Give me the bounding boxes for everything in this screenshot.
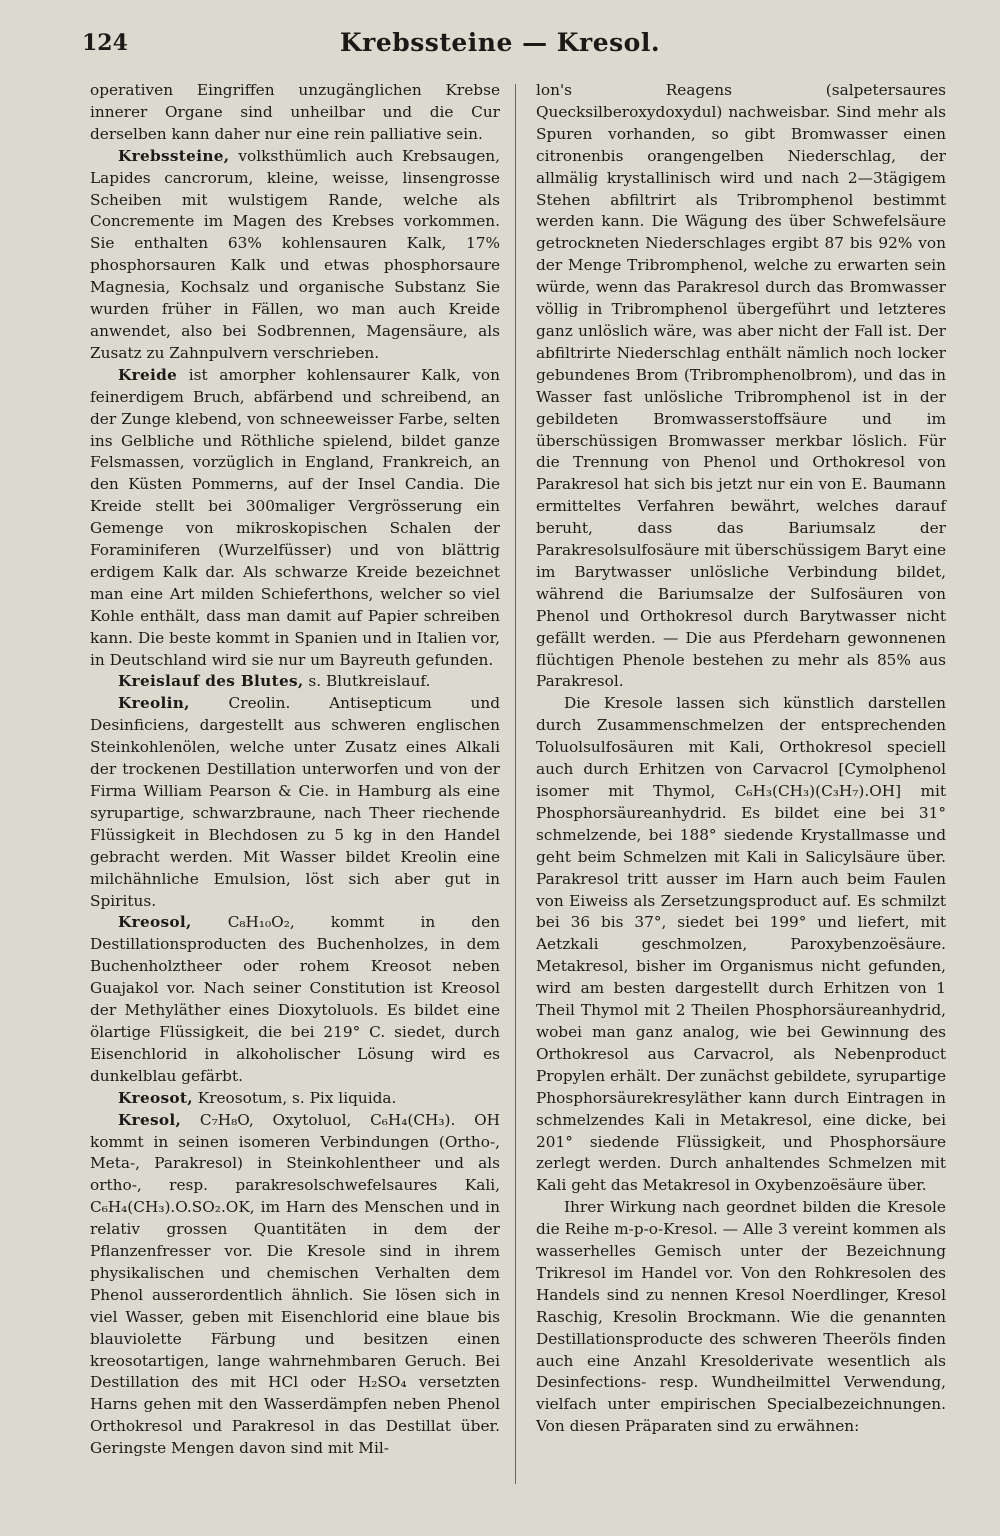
paragraph — [90, 80, 500, 146]
paragraph — [90, 146, 500, 365]
paragraph — [536, 1197, 946, 1438]
entry-headword: Krebssteine, — [118, 146, 230, 165]
entry-text: Ihrer Wirkung nach geordnet bilden die Kresole die Reihe m-p-o-Kresol. — Alle 3 vereint kommen als wasserhelles Gemisch unter der Bezeichnung Trikresol im Handel vor. Von den Rohkresolen des Handels sind zu nennen Kresol Noerdlinger, Kresol Raschig, Kresolin Brockmann. Wie die genannten Destillationsproducte des schweren Theeröls finden auch eine Anzahl Kresolderivate wesentlich als Desinfections- resp. Wundheilmittel Verwendung, vielfach unter empirischen Specialbezeichnungen. Von diesen Präparaten sind zu erwähnen: — [536, 1198, 946, 1436]
entry-text: Kreosotum, s. Pix liquida. — [192, 1088, 397, 1107]
entry-headword: Kreosot, — [118, 1088, 193, 1107]
paragraph — [90, 1110, 500, 1461]
entry-text: volksthümlich auch Krebsaugen, Lapides cancrorum, kleine, weisse, linsengrosse Scheiben mit wulstigem Rande, welche als Concremente im Magen des Krebses vorkommen. Sie enthalten 63% kohlensauren Kalk, 17% phosphorsauren Kalk und etwas phosphorsaure Magnesia, Kochsalz und organische Substanz Sie wurden früher in Fällen, wo man auch Kreide anwendet, also bei Sodbrennen, Magensäure, als Zusatz zu Zahnpulvern verschrieben. — [90, 146, 500, 362]
paragraph — [90, 365, 500, 672]
entry-headword: Kreosol, — [118, 913, 192, 932]
paragraph — [90, 912, 500, 1087]
entry-text: C₇H₈O, Oxytoluol, C₆H₄(CH₃). OH kommt in seinen isomeren Verbindungen (Ortho-, Meta-, Parakresol) in Steinkohlentheer und als ortho-, resp. parakresolschwefelsaures Kali, C₆H₄(CH₃).O.SO₂.OK, im Harn des Menschen und in relativ grossen Quantitäten in dem der Pflanzenfresser vor. Die Kresole sind in ihrem physikalischen und chemischen Verhalten dem Phenol ausserordentlich ähnlich. Sie lösen sich in viel Wasser, geben mit Eisenchlorid eine blaue bis blauviolette Färbung und besitzen einen kreosotartigen, lange wahrnehmbaren Geruch. Bei Destillation des mit HCl oder H₂SO₄ versetzten Harns gehen mit den Wasserdämpfen neben Phenol Orthokresol und Parakresol in das Destillat über. Geringste Mengen davon sind mit Mil- — [90, 1110, 500, 1458]
right-column — [536, 80, 946, 1438]
page-header — [0, 26, 1000, 66]
entry-headword: Kreolin, — [118, 694, 190, 713]
entry-text: ist amorpher kohlensaurer Kalk, von feinerdigem Bruch, abfärbend und schreibend, an der Zunge klebend, von schneeweisser Farbe, selten ins Gelbliche und Röthliche spielend, bildet ganze Felsmassen, vorzüglich in England, Frankreich, an den Küsten Pommerns, auf der Insel Candia. Die Kreide stellt bei 300maliger Vergrösserung ein Gemenge von mikroskopischen Schalen der Foraminiferen (Wurzelfüsser) und von blättrig erdigem Kalk dar. Als schwarze Kreide bezeichnet man eine Art milden Schieferthons, welcher so viel Kohle enthält, dass man damit auf Papier schreiben kann. Die beste kommt in Spanien und in Italien vor, in Deutschland wird sie nur um Bayreuth gefunden. — [90, 365, 500, 669]
paragraph — [90, 671, 500, 693]
paragraph — [90, 693, 500, 912]
entry-text: operativen Eingriffen unzugänglichen Krebse innerer Organe sind unheilbar und die Cur derselben kann daher nur eine rein palliative sein. — [90, 81, 500, 143]
entry-headword: Kreislauf des Blutes, — [118, 672, 304, 691]
entry-text: lon's Reagens (salpetersaures Quecksilberoxydoxydul) nachweisbar. Sind mehr als Spuren vorhanden, so gibt Bromwasser einen citronenbis orangengelben Niederschlag, der allmälig krystallinisch wird und nach 2—3tägigem Stehen abfiltrirt als Tribromphenol bestimmt werden kann. Die Wägung des über Schwefelsäure getrockneten Niederschlages ergibt 87 bis 92% von der Menge Tribromphenol, welche zu erwarten sein würde, wenn das Parakresol durch das Bromwasser völlig in Tribromphenol übergeführt und letzteres ganz unlöslich wäre, was aber nicht der Fall ist. Der abfiltrirte Niederschlag enthält nämlich noch locker gebundenes Brom (Tribromphenolbrom), und das in Wasser fast unlösliche Tribromphenol ist in der gebildeten Bromwasserstoffsäure und im überschüssigen Bromwasser merkbar löslich. Für die Trennung von Phenol und Orthokresol von Parakresol hat sich bis jetzt nur ein von E. Baumann ermitteltes Verfahren bewährt, welches darauf beruht, dass das Bariumsalz der Parakresolsulfosäure mit überschüssigem Baryt eine im Barytwasser unlösliche Verbindung bildet, während die Bariumsalze der Sulfosäuren von Phenol und Orthokresol durch Barytwasser nicht gefällt werden. — Die aus Pferdeharn gewonnenen flüchtigen Phenole bestehen zu mehr als 85% aus Parakresol. — [536, 81, 946, 691]
page-number: 124 — [82, 30, 128, 56]
running-title: Krebssteine — Kresol. — [339, 28, 661, 57]
entry-headword: Kreide — [118, 365, 178, 384]
entry-text: C₈H₁₀O₂, kommt in den Destillationsproducten des Buchenholzes, in dem Buchenholztheer oder rohem Kreosot neben Guajakol vor. Nach seiner Constitution ist Kreosol der Methyläther eines Dioxytoluols. Es bildet eine ölartige Flüssigkeit, die bei 219° C. siedet, durch Eisenchlorid in alkoholischer Lösung wird es dunkelblau gefärbt. — [90, 913, 500, 1085]
column-divider — [515, 84, 516, 1484]
paragraph — [536, 693, 946, 1197]
paragraph — [536, 80, 946, 693]
entry-text: Creolin. Antisepticum und Desinficiens, dargestellt aus schweren englischen Steinkohlenölen, welche unter Zusatz eines Alkali der trockenen Destillation unterworfen und von der Firma William Pearson & Cie. in Hamburg als eine syrupartige, schwarzbraune, nach Theer riechende Flüssigkeit in Blechdosen zu 5 kg in den Handel gebracht werden. Mit Wasser bildet Kreolin eine milchähnliche Emulsion, löst sich aber gut in Spiritus. — [90, 694, 500, 910]
entry-text: s. Blutkreislauf. — [303, 672, 431, 691]
entry-headword: Kresol, — [118, 1110, 182, 1129]
entry-text: Die Kresole lassen sich künstlich darstellen durch Zusammenschmelzen der entsprechenden Toluolsulfosäuren mit Kali, Orthokresol speciell auch durch Erhitzen von Carvacrol [Cymolphenol isomer mit Thymol, C₆H₃(CH₃)(C₃H₇).OH] mit Phosphorsäureanhydrid. Es bildet eine bei 31° schmelzende, bei 188° siedende Krystallmasse und geht beim Schmelzen mit Kali in Salicylsäure über. Parakresol tritt ausser im Harn auch beim Faulen von Eiweiss als Zersetzungsproduct auf. Es schmilzt bei 36 bis 37°, siedet bei 199° und liefert, mit Aetzkali geschmolzen, Paroxybenzoësäure. Metakresol, bisher im Organismus nicht gefunden, wird am besten dargestellt durch Erhitzen von 1 Theil Thymol mit 2 Theilen Phosphorsäureanhydrid, wobei man ganz analog, wie bei Gewinnung des Orthokresol aus Carvacrol, als Nebenproduct Propylen erhält. Der zunächst gebildete, syrupartige Phosphorsäurekresyläther kann durch Eintragen in schmelzendes Kali in Metakresol, eine dicke, bei 201° siedende Flüssigkeit, und Phosphorsäure zerlegt werden. Durch anhaltendes Schmelzen mit Kali geht das Metakresol in Oxybenzoësäure über. — [536, 694, 946, 1195]
paragraph — [90, 1088, 500, 1110]
left-column — [90, 80, 500, 1460]
